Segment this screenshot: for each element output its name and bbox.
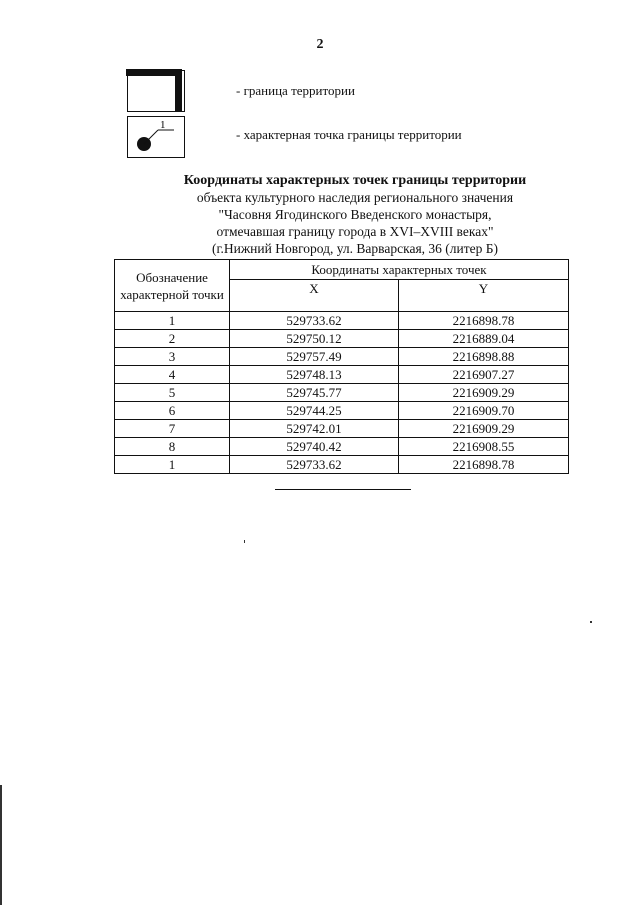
title-line-4: отмечавшая границу города в XVI–XVIII веках" xyxy=(216,224,494,239)
document-title xyxy=(150,172,560,257)
end-rule xyxy=(275,489,411,490)
point-number-cell: 6 xyxy=(115,402,230,420)
point-number-cell: 5 xyxy=(115,384,230,402)
legend-border-label: - граница территории xyxy=(236,83,355,98)
table-row xyxy=(115,384,569,402)
territory-border-symbol xyxy=(127,70,185,112)
y-coordinate-cell: 2216909.29 xyxy=(399,420,569,438)
x-coordinate-cell: 529745.77 xyxy=(230,384,399,402)
x-coordinate-cell: 529733.62 xyxy=(230,312,399,330)
y-header: Y xyxy=(399,280,569,312)
point-symbol-number: 1 xyxy=(160,119,166,131)
table-row xyxy=(115,330,569,348)
y-coordinate-cell: 2216909.70 xyxy=(399,402,569,420)
table-row xyxy=(115,366,569,384)
x-header: X xyxy=(230,280,399,312)
characteristic-point-symbol xyxy=(127,116,185,158)
x-coordinate-cell: 529744.25 xyxy=(230,402,399,420)
scan-speck xyxy=(590,621,592,623)
border-line-horizontal xyxy=(126,69,182,76)
coordinates-header: Координаты характерных точек xyxy=(230,260,569,280)
border-line-vertical xyxy=(175,69,182,111)
title-line-2: объекта культурного наследия регионального значения xyxy=(196,190,514,205)
y-coordinate-cell: 2216907.27 xyxy=(399,366,569,384)
table-row xyxy=(115,348,569,366)
table-row xyxy=(115,456,569,474)
x-coordinate-cell: 529733.62 xyxy=(230,456,399,474)
x-coordinate-cell: 529748.13 xyxy=(230,366,399,384)
y-coordinate-cell: 2216908.55 xyxy=(399,438,569,456)
coordinates-table-body xyxy=(115,312,569,474)
scan-speck xyxy=(244,540,245,543)
point-number-cell: 4 xyxy=(115,366,230,384)
table-row xyxy=(115,438,569,456)
point-marker-icon xyxy=(127,116,185,158)
table-row xyxy=(115,402,569,420)
coordinates-table xyxy=(114,259,569,474)
table-row xyxy=(115,420,569,438)
legend-point-label: - характерная точка границы территории xyxy=(236,127,462,142)
y-coordinate-cell: 2216898.78 xyxy=(399,456,569,474)
y-coordinate-cell: 2216898.88 xyxy=(399,348,569,366)
point-number-cell: 8 xyxy=(115,438,230,456)
table-row xyxy=(115,312,569,330)
point-number-cell: 2 xyxy=(115,330,230,348)
title-line-1: Координаты характерных точек границы территории xyxy=(183,173,527,188)
y-coordinate-cell: 2216909.29 xyxy=(399,384,569,402)
title-line-3: "Часовня Ягодинского Введенского монастыря, xyxy=(218,207,492,222)
designation-header: Обозначение характерной точки xyxy=(115,260,230,312)
x-coordinate-cell: 529750.12 xyxy=(230,330,399,348)
title-line-5: (г.Нижний Новгород, ул. Варварская, 36 (литер Б) xyxy=(211,241,498,256)
page-number: 2 xyxy=(316,37,324,52)
x-coordinate-cell: 529740.42 xyxy=(230,438,399,456)
point-number-cell: 1 xyxy=(115,312,230,330)
y-coordinate-cell: 2216898.78 xyxy=(399,312,569,330)
point-number-cell: 7 xyxy=(115,420,230,438)
y-coordinate-cell: 2216889.04 xyxy=(399,330,569,348)
point-number-cell: 3 xyxy=(115,348,230,366)
point-number-cell: 1 xyxy=(115,456,230,474)
scan-edge-mark xyxy=(0,785,2,905)
x-coordinate-cell: 529757.49 xyxy=(230,348,399,366)
x-coordinate-cell: 529742.01 xyxy=(230,420,399,438)
